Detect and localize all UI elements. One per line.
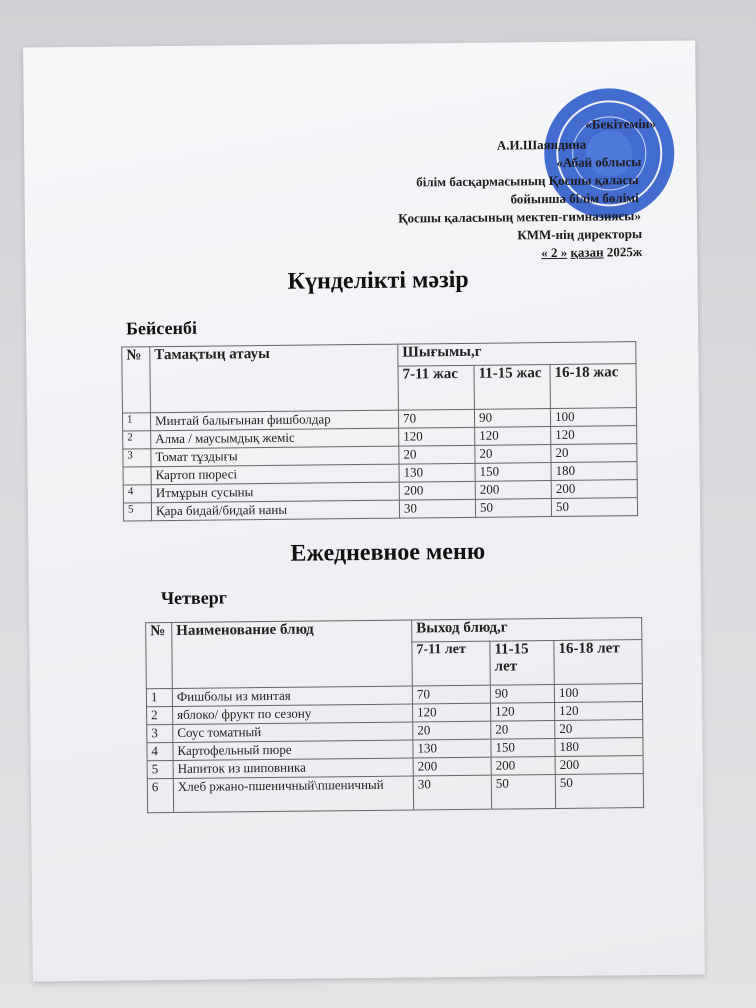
kz-header-num: № xyxy=(122,347,151,413)
row-num: 4 xyxy=(147,743,173,761)
dish-name: Томат тұздығы xyxy=(151,446,399,467)
yield-7-11: 20 xyxy=(413,721,491,740)
yield-7-11: 200 xyxy=(399,481,475,500)
kz-header-age2: 11-15 жас xyxy=(474,365,550,410)
yield-11-15: 20 xyxy=(491,721,555,740)
dish-name: Қара бидай/бидай наны xyxy=(151,500,399,521)
kz-menu-table xyxy=(121,341,638,521)
kz-day: Бейсенбі xyxy=(125,317,198,339)
row-num: 6 xyxy=(147,779,173,813)
kz-header-age1: 7-11 жас xyxy=(398,365,474,410)
approval-date xyxy=(541,244,642,261)
row-num: 1 xyxy=(122,413,150,431)
yield-11-15: 90 xyxy=(474,409,550,428)
yield-7-11: 130 xyxy=(399,463,475,482)
table-row xyxy=(147,774,643,813)
ru-header-age3: 16-18 лет xyxy=(554,640,642,685)
dish-name: Хлеб ржано-пшеничный\пшеничный xyxy=(173,776,413,813)
ru-header-age2: 11-15 лет xyxy=(490,641,554,686)
yield-16-18: 20 xyxy=(555,720,643,739)
yield-16-18: 100 xyxy=(550,408,636,427)
row-num: 3 xyxy=(147,725,173,743)
yield-16-18: 100 xyxy=(554,684,642,703)
yield-11-15: 120 xyxy=(475,427,551,446)
yield-7-11: 70 xyxy=(412,685,490,704)
row-num: 5 xyxy=(147,761,173,779)
yield-11-15: 200 xyxy=(475,481,551,500)
ru-header-yield: Выход блюд,г xyxy=(412,618,642,642)
approval-date-year: 2025ж xyxy=(606,244,643,260)
yield-11-15: 20 xyxy=(475,445,551,464)
kz-header-age3: 16-18 жас xyxy=(550,364,636,409)
row-num: 2 xyxy=(123,431,151,449)
yield-7-11: 130 xyxy=(413,739,491,758)
yield-11-15: 50 xyxy=(475,499,551,518)
yield-11-15: 150 xyxy=(491,739,555,758)
yield-16-18: 20 xyxy=(551,444,637,463)
ru-header-name: Наименование блюд xyxy=(172,620,413,689)
ru-day: Четверг xyxy=(160,587,227,609)
yield-7-11: 30 xyxy=(413,775,491,810)
approval-line3: «Абай облысы xyxy=(556,154,642,170)
approval-date-day: « 2 » xyxy=(541,244,568,261)
kz-header-name: Тамақтың атауы xyxy=(150,344,399,413)
yield-7-11: 120 xyxy=(399,427,475,446)
yield-16-18: 180 xyxy=(555,738,643,757)
yield-7-11: 30 xyxy=(399,499,475,518)
row-num xyxy=(123,467,151,485)
yield-11-15: 200 xyxy=(491,757,555,776)
approval-line4: білім басқармасының Қосшы қаласы xyxy=(416,172,639,190)
yield-7-11: 20 xyxy=(399,445,475,464)
kz-header-yield: Шығымы,г xyxy=(398,342,636,366)
row-num: 5 xyxy=(123,503,151,521)
dish-name: Минтай балығынан фишболдар xyxy=(150,410,398,431)
dish-name: яблоко/ фрукт по сезону xyxy=(173,704,413,725)
row-num: 4 xyxy=(123,485,151,503)
kz-title: Күнделікті мәзір xyxy=(287,266,469,295)
yield-16-18: 200 xyxy=(551,480,637,499)
yield-7-11: 200 xyxy=(413,757,491,776)
yield-16-18: 120 xyxy=(555,702,643,721)
dish-name: Соус томатный xyxy=(173,722,413,743)
menu-sheet xyxy=(23,41,705,982)
row-num: 1 xyxy=(146,689,172,707)
approval-line6: Қосшы қаласының мектеп-гимназиясы» xyxy=(398,208,642,226)
dish-name: Напиток из шиповника xyxy=(173,758,413,779)
yield-11-15: 90 xyxy=(490,685,554,704)
dish-name: Картоп пюресі xyxy=(151,464,399,485)
dish-name: Алма / маусымдық жеміс xyxy=(151,428,399,449)
ru-menu-table xyxy=(145,617,644,813)
dish-name: Итмұрын сусыны xyxy=(151,482,399,503)
approval-line5: бойынша білім бөлімі xyxy=(510,190,639,207)
row-num: 3 xyxy=(123,449,151,467)
yield-16-18: 50 xyxy=(555,774,643,809)
yield-11-15: 50 xyxy=(491,775,555,810)
ru-header-num: № xyxy=(146,623,173,689)
approval-line7: КММ-нің директоры xyxy=(517,226,643,243)
yield-11-15: 120 xyxy=(491,703,555,722)
ru-header-age1: 7-11 лет xyxy=(412,641,490,686)
yield-16-18: 50 xyxy=(551,498,637,517)
yield-16-18: 200 xyxy=(555,756,643,775)
yield-11-15: 150 xyxy=(475,463,551,482)
dish-name: Фишболы из минтая xyxy=(172,686,412,707)
ru-title: Ежедневное меню xyxy=(290,538,486,567)
yield-16-18: 180 xyxy=(551,462,637,481)
approval-line1: «Бекітемін» xyxy=(585,115,657,132)
approval-date-month: қазан xyxy=(570,244,604,260)
yield-7-11: 120 xyxy=(413,703,491,722)
dish-name: Картофельный пюре xyxy=(173,740,413,761)
row-num: 2 xyxy=(147,707,173,725)
approval-director-name: А.И.Шаяндина xyxy=(496,136,587,153)
yield-7-11: 70 xyxy=(398,409,474,428)
yield-16-18: 120 xyxy=(551,426,637,445)
